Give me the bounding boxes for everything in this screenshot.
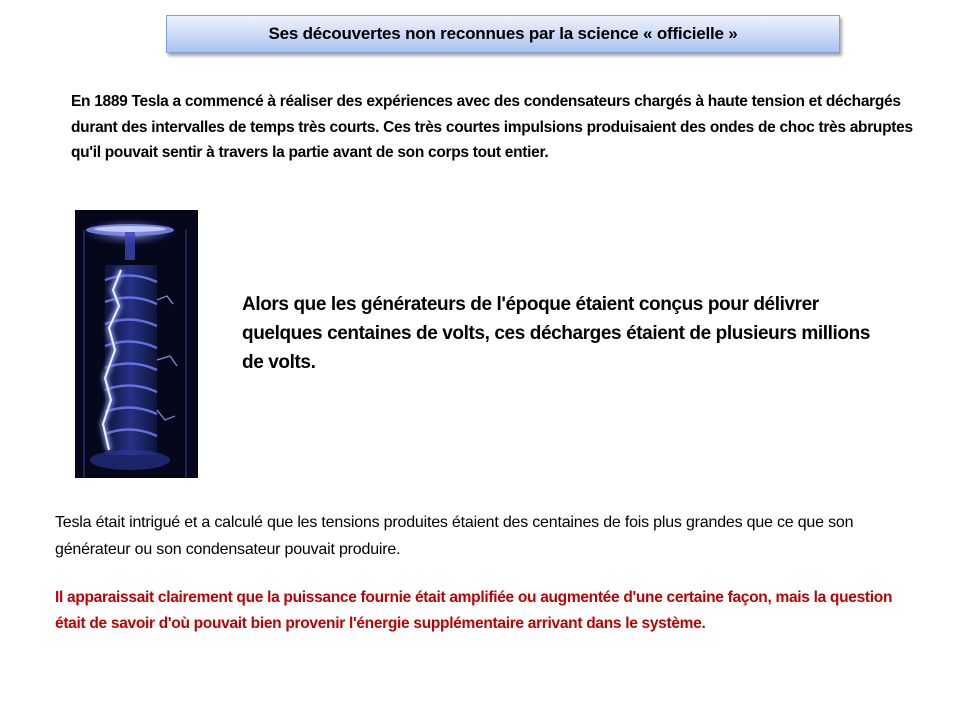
slide-title-box [166, 15, 840, 53]
intro-paragraph: En 1889 Tesla a commencé à réaliser des expériences avec des condensateurs chargés à haute tension et déchargés durant des intervalles de temps très courts. Ces très courtes impulsions produisaient des ondes de choc très abruptes qu'il pouvait sentir à travers la partie avant de son corps tout entier. [71, 93, 913, 161]
tesla-coil-photo [75, 210, 198, 478]
conclusion-paragraph: Il apparaissait clairement que la puissance fournie était amplifiée ou augmentée d'une certaine façon, mais la question était de savoir d'où pouvait bien provenir l'énergie supplémentaire arrivant dans le système. [55, 589, 893, 632]
calculation-paragraph: Tesla était intrigué et a calculé que les tensions produites étaient des centaines de fois plus grandes que ce que son générateur ou son condensateur pouvait produire. [55, 514, 854, 558]
voltage-quote: Alors que les générateurs de l'époque étaient conçus pour délivrer quelques centaines de volts, ces décharges étaient de plusieurs millions de volts. [242, 294, 870, 373]
tesla-coil-discharge-icon [75, 210, 198, 478]
slide-title: Ses découvertes non reconnues par la science « officielle » [268, 24, 738, 43]
